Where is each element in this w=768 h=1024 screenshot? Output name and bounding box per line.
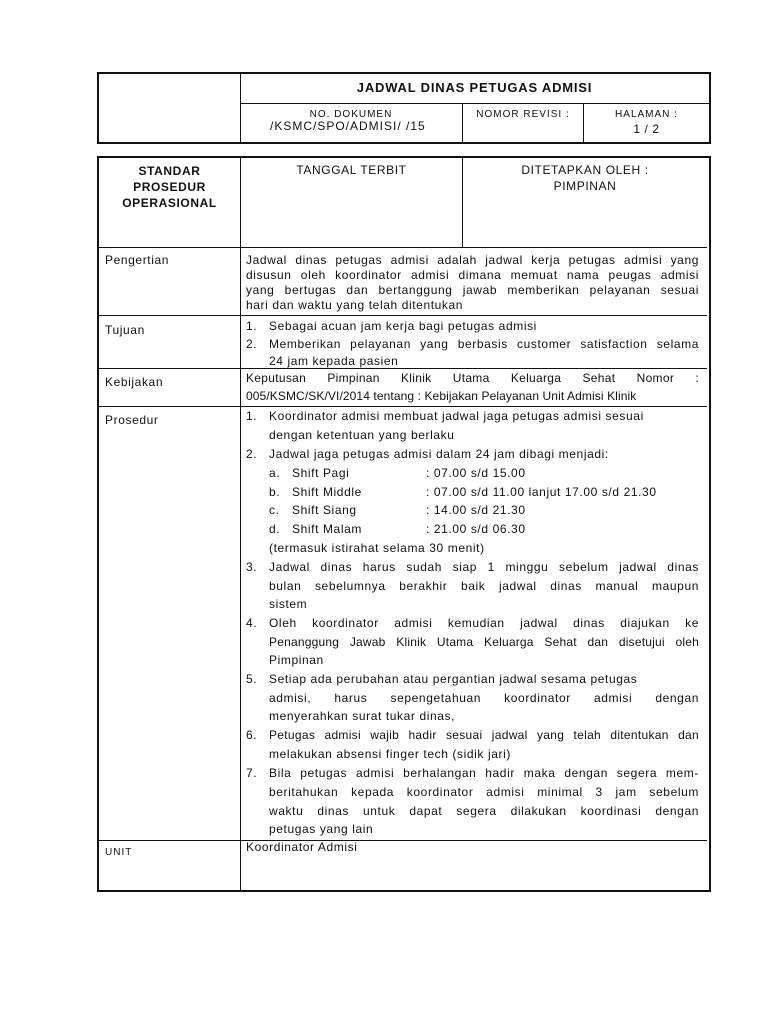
shift-name-d: Shift Malam (292, 522, 362, 536)
operasional-label: OPERASIONAL (122, 196, 217, 210)
unit-label: UNIT (105, 847, 133, 858)
prosedur-item-7-line-2: beritahukan kepada koordinator admisi minimal 3 jam sebelum (269, 785, 699, 799)
pimpinan-label: PIMPINAN (553, 179, 617, 193)
prosedur-num-6: 6. (246, 728, 258, 742)
tujuan-label: Tujuan (105, 323, 145, 337)
shift-time-c: : 14.00 s/d 21.30 (426, 503, 526, 517)
no-dokumen-value: /KSMC/SPO/ADMISI/ /15 (270, 119, 426, 133)
prosedur-item-1-line-1: Koordinator admisi membuat jadwal jaga petugas admisi sesuai (269, 409, 644, 423)
prosedur-item-7-line-4: petugas yang lain (269, 822, 374, 836)
ditetapkan-oleh-label: DITETAPKAN OLEH : (521, 163, 649, 177)
pengertian-line-3: yang bertugas dan bertanggung jawab memberikan pelayanan sesuai (246, 283, 699, 297)
row-sep-4 (99, 406, 707, 407)
pengertian-line-2: disusun oleh koordinator admisi dimana memuat nama peugas admisi (246, 268, 699, 282)
shift-time-a: : 07.00 s/d 15.00 (426, 466, 526, 480)
prosedur-item-6-line-2: melakukan absensi finger tech (sidik jari) (269, 747, 511, 761)
halaman-value: 1 / 2 (633, 122, 660, 136)
prosedur-item-7-line-3: waktu dinas untuk dapat segera dilakukan koordinasi dengan (269, 804, 699, 818)
prosedur-item-4-line-3: Pimpinan (269, 653, 324, 667)
prosedur-item-5-line-2: admisi, harus sepengetahuan koordinator admisi dengan (269, 691, 699, 705)
shift-name-c: Shift Siang (292, 503, 357, 517)
nomor-revisi-label: NOMOR REVISI : (476, 109, 570, 120)
tujuan-num-2: 2. (246, 337, 258, 351)
prosedur-label: Prosedur (105, 413, 159, 427)
prosedur-item-3-line-1: Jadwal dinas harus sudah siap 1 minggu sebelum jadwal dinas (269, 560, 699, 574)
pengertian-line-4: hari dan waktu yang telah ditentukan (246, 298, 464, 312)
prosedur-item-7-line-1: Bila petugas admisi berhalangan hadir maka dengan segera mem- (269, 766, 699, 780)
prosedur-num-1: 1. (246, 409, 258, 423)
shift-letter-a: a. (269, 466, 281, 480)
halaman-label: HALAMAN : (615, 109, 678, 120)
kebijakan-label: Kebijakan (105, 375, 164, 389)
prosedur-item-6-line-1: Petugas admisi wajib hadir sesuai jadwal yang telah ditentukan dan (269, 728, 699, 742)
shift-name-b: Shift Middle (292, 485, 362, 499)
prosedur-item-4-line-1: Oleh koordinator admisi kemudian jadwal dinas diajukan ke (269, 616, 699, 630)
prosedur-label: PROSEDUR (133, 180, 206, 194)
prosedur-num-4: 4. (246, 616, 258, 630)
standar-label: STANDAR (138, 164, 201, 178)
row-sep-3 (99, 368, 707, 369)
prosedur-item-4-line-2: Penanggung Jawab Klinik Utama Keluarga Sehat dan disetujui oleh (269, 635, 699, 649)
kebijakan-line-1: Keputusan Pimpinan Klinik Utama Keluarga Sehat Nomor : (246, 371, 699, 385)
tujuan-item-1: Sebagai acuan jam kerja bagi petugas admisi (269, 319, 537, 333)
prosedur-num-2: 2. (246, 447, 258, 461)
prosedur-num-5: 5. (246, 672, 258, 686)
tujuan-num-1: 1. (246, 319, 258, 333)
no-dokumen-label: NO. DOKUMEN (309, 109, 393, 120)
tanggal-terbit-label: TANGGAL TERBIT (296, 163, 407, 177)
shift-note: (termasuk istirahat selama 30 menit) (269, 541, 485, 555)
row-sep-2 (99, 315, 707, 316)
prosedur-num-3: 3. (246, 560, 258, 574)
shift-time-b: : 07.00 s/d 11.00 lanjut 17.00 s/d 21.30 (426, 485, 657, 499)
prosedur-item-1-line-2: dengan ketentuan yang berlaku (269, 428, 455, 442)
pengertian-line-1: Jadwal dinas petugas admisi adalah jadwal kerja petugas admisi yang (246, 253, 699, 267)
pengertian-label: Pengertian (105, 253, 170, 267)
document-title: JADWAL DINAS PETUGAS ADMISI (356, 80, 593, 95)
header-divider-h (240, 103, 709, 104)
prosedur-item-5-line-1: Setiap ada perubahan atau pergantian jadwal sesama petugas (269, 672, 638, 686)
tujuan-item-2-line-2: 24 jam kepada pasien (269, 354, 399, 368)
shift-time-d: : 21.00 s/d 06.30 (426, 522, 526, 536)
prosedur-item-3-line-2: bulan sebelumnya berakhir baik jadwal dinas manual maupun (269, 579, 699, 593)
shift-name-a: Shift Pagi (292, 466, 350, 480)
prosedur-item-2-line-1: Jadwal jaga petugas admisi dalam 24 jam dibagi menjadi: (269, 447, 609, 461)
shift-letter-d: d. (269, 522, 281, 536)
shift-letter-c: c. (269, 503, 280, 517)
row-sep-1 (99, 247, 707, 248)
row-sep-5 (99, 840, 707, 841)
shift-letter-b: b. (269, 485, 281, 499)
kebijakan-line-2: 005/KSMC/SK/VI/2014 tentang : Kebijakan Pelayanan Unit Admisi Klinik (246, 389, 637, 403)
main-divider-col (240, 156, 241, 890)
prosedur-item-5-line-3: menyerahkan surat tukar dinas, (269, 709, 456, 723)
tujuan-item-2-line-1: Memberikan pelayanan yang berbasis customer satisfaction selama (269, 337, 699, 351)
unit-value: Koordinator Admisi (246, 840, 358, 854)
prosedur-item-3-line-3: sistem (269, 597, 308, 611)
prosedur-num-7: 7. (246, 766, 258, 780)
